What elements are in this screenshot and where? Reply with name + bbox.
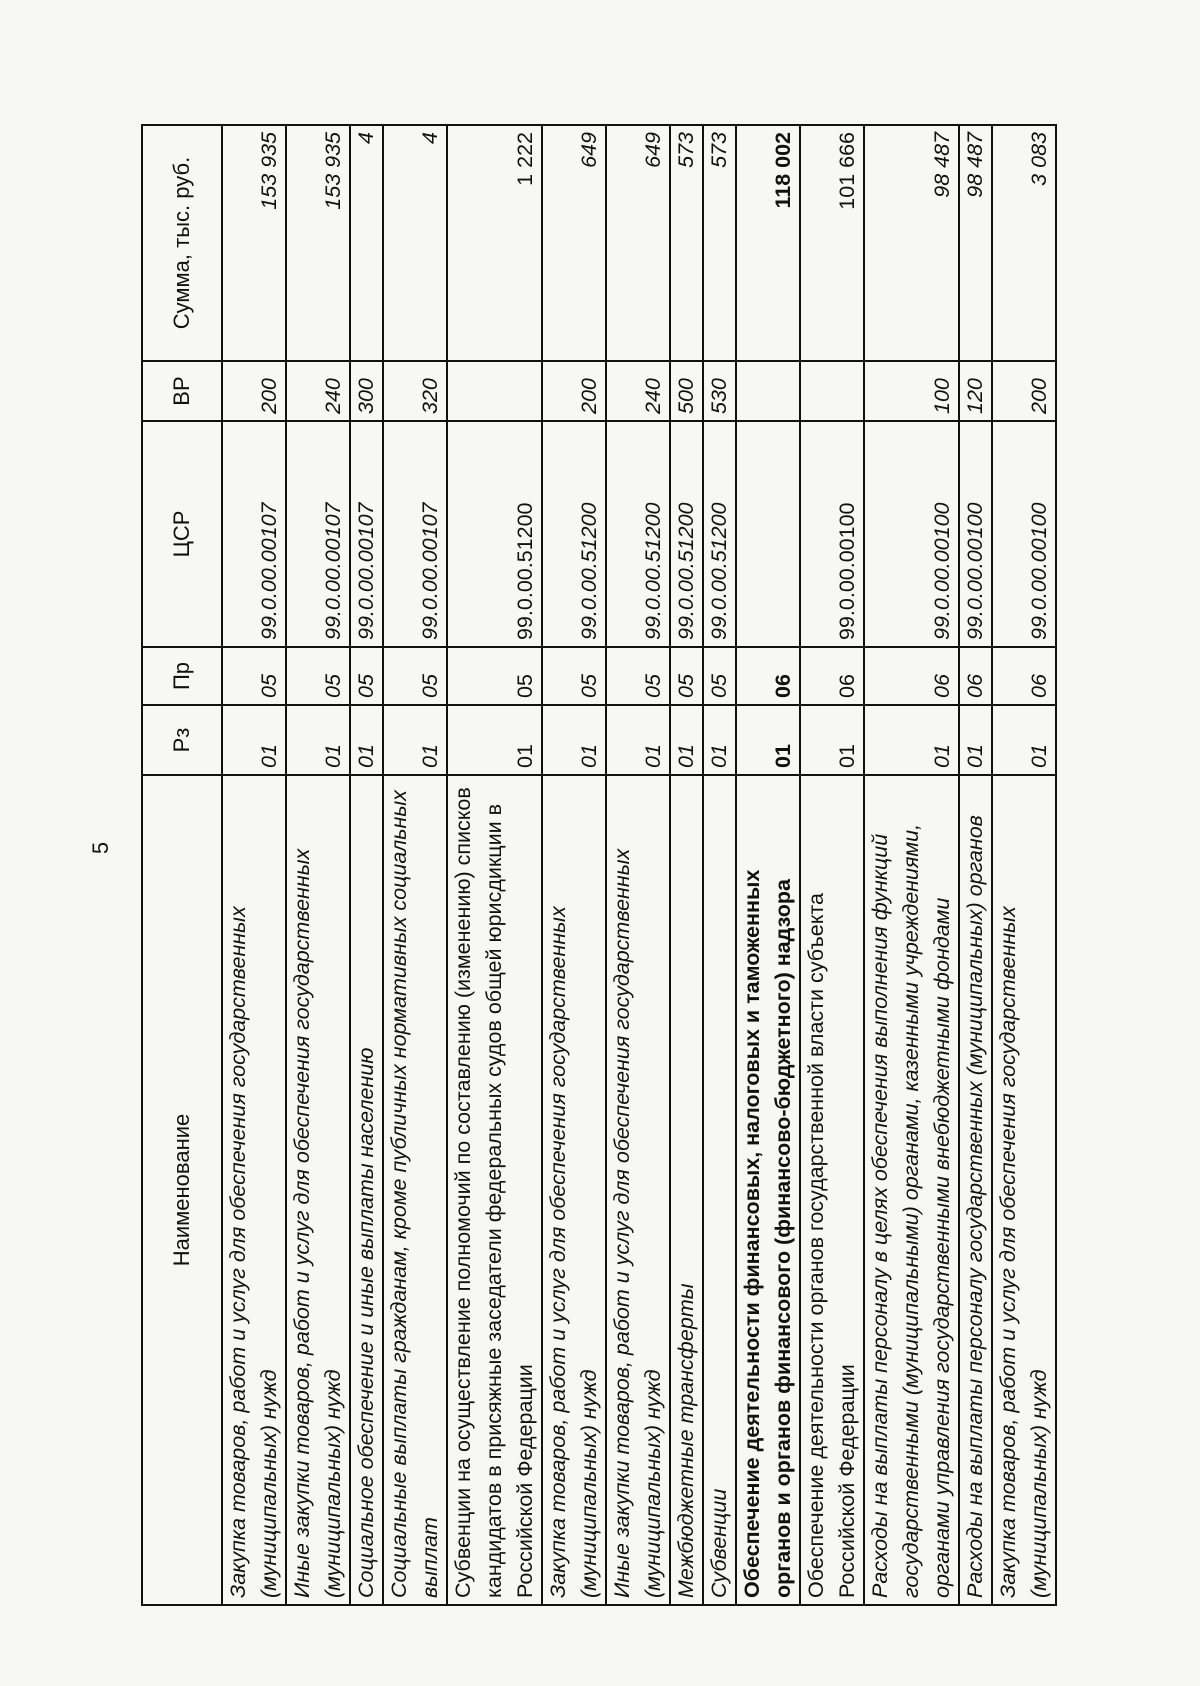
cell-rz: 01 bbox=[542, 705, 606, 775]
cell-pr: 05 bbox=[222, 647, 286, 705]
cell-pr: 06 bbox=[736, 647, 800, 705]
cell-name: Расходы на выплаты персоналу государственных (муниципальных) органов bbox=[959, 775, 992, 1605]
table-row bbox=[959, 125, 992, 1605]
cell-name: Социальные выплаты гражданам, кроме публичных нормативных социальных выплат bbox=[383, 775, 447, 1605]
cell-pr: 05 bbox=[447, 647, 542, 705]
cell-rz: 01 bbox=[222, 705, 286, 775]
cell-rz: 01 bbox=[992, 705, 1056, 775]
cell-sum: 4 bbox=[383, 125, 447, 361]
cell-name: Иные закупки товаров, работ и услуг для обеспечения государственных (муниципальных) нужд bbox=[606, 775, 670, 1605]
table-row bbox=[992, 125, 1056, 1605]
cell-rz: 01 bbox=[350, 705, 383, 775]
cell-name: Субвенции на осуществление полномочий по составлению (изменению) списков кандидатов в присяжные заседатели федеральных судов общей юрисдикции в Российской Федерации bbox=[447, 775, 542, 1605]
cell-rz: 01 bbox=[606, 705, 670, 775]
cell-pr: 06 bbox=[800, 647, 864, 705]
cell-rz: 01 bbox=[800, 705, 864, 775]
table-row bbox=[864, 125, 959, 1605]
table-row bbox=[606, 125, 670, 1605]
table-row bbox=[800, 125, 864, 1605]
cell-rz: 01 bbox=[864, 705, 959, 775]
cell-vr: 240 bbox=[286, 361, 350, 421]
header-pr: Пр bbox=[142, 647, 222, 705]
cell-sum: 98 487 bbox=[959, 125, 992, 361]
cell-vr: 500 bbox=[670, 361, 703, 421]
cell-vr: 200 bbox=[992, 361, 1056, 421]
cell-name: Обеспечение деятельности органов государственной власти субъекта Российской Федерации bbox=[800, 775, 864, 1605]
cell-vr bbox=[736, 361, 800, 421]
cell-pr: 05 bbox=[606, 647, 670, 705]
cell-vr: 120 bbox=[959, 361, 992, 421]
cell-pr: 06 bbox=[864, 647, 959, 705]
cell-name: Обеспечение деятельности финансовых, налоговых и таможенных органов и органов финансового (финансово-бюджетного) надзора bbox=[736, 775, 800, 1605]
cell-rz: 01 bbox=[447, 705, 542, 775]
cell-csr: 99.0.00.51200 bbox=[542, 421, 606, 647]
cell-name: Закупка товаров, работ и услуг для обеспечения государственных (муниципальных) нужд bbox=[992, 775, 1056, 1605]
cell-pr: 05 bbox=[286, 647, 350, 705]
budget-table-rotated bbox=[141, 126, 1071, 1606]
cell-csr: 99.0.00.00100 bbox=[864, 421, 959, 647]
cell-name: Социальное обеспечение и иные выплаты населению bbox=[350, 775, 383, 1605]
cell-sum: 649 bbox=[542, 125, 606, 361]
cell-sum: 118 002 bbox=[736, 125, 800, 361]
table-row bbox=[736, 125, 800, 1605]
budget-table bbox=[141, 124, 1057, 1606]
cell-rz: 01 bbox=[703, 705, 736, 775]
cell-name: Межбюджетные трансферты bbox=[670, 775, 703, 1605]
cell-csr: 99.0.00.00100 bbox=[800, 421, 864, 647]
cell-vr bbox=[447, 361, 542, 421]
cell-sum: 3 083 bbox=[992, 125, 1056, 361]
cell-vr bbox=[800, 361, 864, 421]
table-row bbox=[383, 125, 447, 1605]
header-sum: Сумма, тыс. руб. bbox=[142, 125, 222, 361]
header-csr: ЦСР bbox=[142, 421, 222, 647]
cell-sum: 573 bbox=[670, 125, 703, 361]
cell-pr: 05 bbox=[542, 647, 606, 705]
cell-vr: 200 bbox=[542, 361, 606, 421]
cell-name: Закупка товаров, работ и услуг для обеспечения государственных (муниципальных) нужд bbox=[222, 775, 286, 1605]
cell-rz: 01 bbox=[286, 705, 350, 775]
table-row bbox=[286, 125, 350, 1605]
cell-sum: 1 222 bbox=[447, 125, 542, 361]
cell-sum: 573 bbox=[703, 125, 736, 361]
cell-csr: 99.0.00.00100 bbox=[959, 421, 992, 647]
header-rz: Рз bbox=[142, 705, 222, 775]
cell-csr: 99.0.00.00100 bbox=[992, 421, 1056, 647]
cell-pr: 05 bbox=[670, 647, 703, 705]
cell-name: Расходы на выплаты персоналу в целях обеспечения выполнения функций государственными (муниципальными) органами, казенными учреждениями, органами управления государственными внебюджетными фондами bbox=[864, 775, 959, 1605]
cell-pr: 06 bbox=[992, 647, 1056, 705]
cell-vr: 530 bbox=[703, 361, 736, 421]
table-row bbox=[542, 125, 606, 1605]
cell-rz: 01 bbox=[736, 705, 800, 775]
table-header-row bbox=[142, 125, 222, 1605]
cell-sum: 153 935 bbox=[222, 125, 286, 361]
cell-vr: 300 bbox=[350, 361, 383, 421]
cell-pr: 06 bbox=[959, 647, 992, 705]
cell-csr: 99.0.00.51200 bbox=[447, 421, 542, 647]
cell-vr: 200 bbox=[222, 361, 286, 421]
cell-csr bbox=[736, 421, 800, 647]
cell-sum: 98 487 bbox=[864, 125, 959, 361]
page-number: 5 bbox=[88, 841, 113, 855]
cell-sum: 153 935 bbox=[286, 125, 350, 361]
cell-rz: 01 bbox=[670, 705, 703, 775]
cell-csr: 99.0.00.51200 bbox=[703, 421, 736, 647]
cell-name: Субвенции bbox=[703, 775, 736, 1605]
header-name: Наименование bbox=[142, 775, 222, 1605]
cell-csr: 99.0.00.00107 bbox=[350, 421, 383, 647]
cell-csr: 99.0.00.51200 bbox=[670, 421, 703, 647]
cell-csr: 99.0.00.51200 bbox=[606, 421, 670, 647]
cell-sum: 101 666 bbox=[800, 125, 864, 361]
header-vr: ВР bbox=[142, 361, 222, 421]
table-row bbox=[222, 125, 286, 1605]
cell-vr: 320 bbox=[383, 361, 447, 421]
table-row bbox=[703, 125, 736, 1605]
cell-csr: 99.0.00.00107 bbox=[286, 421, 350, 647]
cell-name: Иные закупки товаров, работ и услуг для обеспечения государственных (муниципальных) нужд bbox=[286, 775, 350, 1605]
cell-sum: 4 bbox=[350, 125, 383, 361]
table-row bbox=[447, 125, 542, 1605]
cell-sum: 649 bbox=[606, 125, 670, 361]
cell-vr: 100 bbox=[864, 361, 959, 421]
table-row bbox=[670, 125, 703, 1605]
cell-rz: 01 bbox=[383, 705, 447, 775]
cell-vr: 240 bbox=[606, 361, 670, 421]
table-row bbox=[350, 125, 383, 1605]
cell-name: Закупка товаров, работ и услуг для обеспечения государственных (муниципальных) нужд bbox=[542, 775, 606, 1605]
cell-rz: 01 bbox=[959, 705, 992, 775]
cell-pr: 05 bbox=[383, 647, 447, 705]
cell-csr: 99.0.00.00107 bbox=[222, 421, 286, 647]
cell-pr: 05 bbox=[350, 647, 383, 705]
cell-pr: 05 bbox=[703, 647, 736, 705]
cell-csr: 99.0.00.00107 bbox=[383, 421, 447, 647]
